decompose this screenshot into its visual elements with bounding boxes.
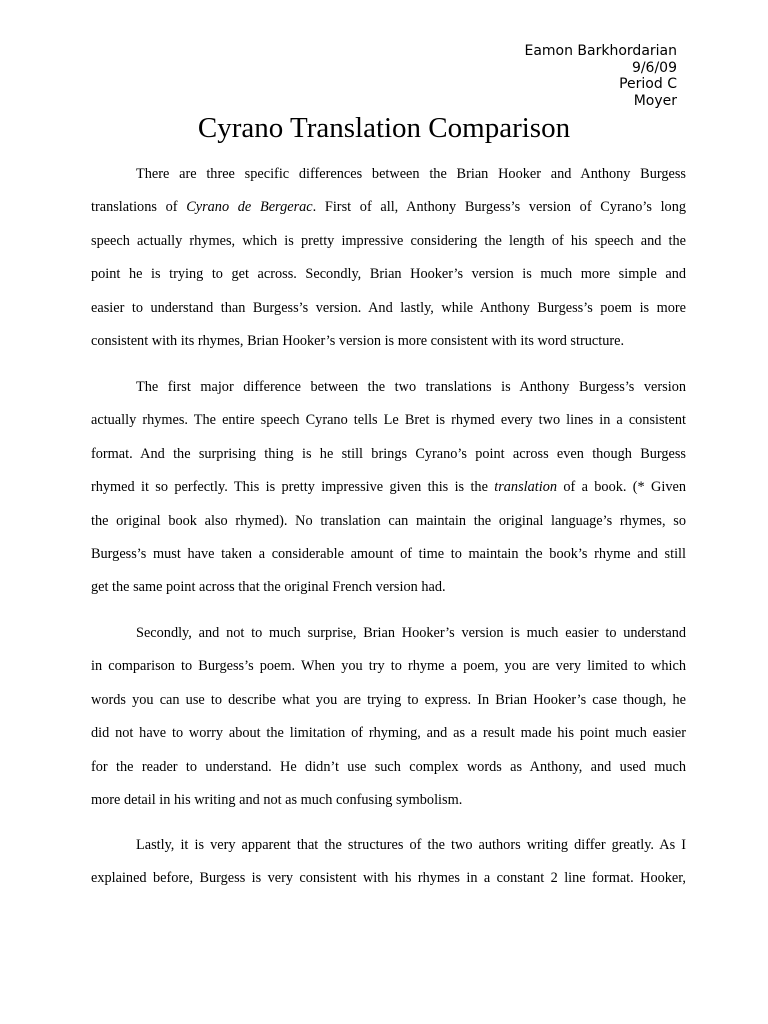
paragraph-line: actually rhymes. The entire speech Cyrano tells Le Bret is rhymed every two lines in a consistent bbox=[91, 412, 686, 429]
header-block bbox=[524, 43, 677, 109]
paragraph-line: in comparison to Burgess’s poem. When you try to rhyme a poem, you are very limited to which bbox=[91, 658, 686, 675]
paragraph-line: for the reader to understand. He didn’t use such complex words as Anthony, and used much bbox=[91, 758, 686, 775]
paragraph-line: easier to understand than Burgess’s version. And lastly, while Anthony Burgess’s poem is more bbox=[91, 299, 686, 316]
author-name: Eamon Barkhordarian bbox=[524, 43, 677, 59]
paragraph-line: more detail in his writing and not as much confusing symbolism. bbox=[91, 792, 463, 809]
paragraph-line: Secondly, and not to much surprise, Brian Hooker’s version is much easier to understand bbox=[136, 625, 686, 641]
teacher-name: Moyer bbox=[633, 92, 677, 109]
paragraph-line: speech actually rhymes, which is pretty impressive considering the length of his speech and the bbox=[91, 232, 686, 249]
text-run: rhymed it so perfectly. This is pretty impressive given this is the bbox=[91, 479, 495, 496]
paragraph-line bbox=[91, 471, 686, 504]
paragraph-line: get the same point across that the original French version had. bbox=[91, 579, 446, 596]
paragraph-line bbox=[91, 191, 686, 224]
text-run: translations of bbox=[91, 199, 187, 216]
paragraph-line: point he is trying to get across. Secondly, Brian Hooker’s version is much more simple and bbox=[91, 266, 686, 283]
book-title: Cyrano de Bergerac bbox=[186, 199, 313, 216]
paragraph-1 bbox=[91, 158, 686, 358]
paragraph-line: Lastly, it is very apparent that the structures of the two authors writing differ greatly. As I bbox=[136, 837, 686, 853]
paragraph-3 bbox=[91, 617, 686, 817]
paragraph-line: There are three specific differences between the Brian Hooker and Anthony Burgess bbox=[136, 166, 686, 182]
paragraph-line: Burgess’s must have taken a considerable amount of time to maintain the book’s rhyme and still bbox=[91, 546, 686, 563]
paragraph-4 bbox=[91, 829, 686, 896]
paragraph-line: explained before, Burgess is very consistent with his rhymes in a constant 2 line format. Hooker, bbox=[91, 870, 686, 887]
document-title: Cyrano Translation Comparison bbox=[197, 112, 571, 144]
paragraph-line: words you can use to describe what you are trying to express. In Brian Hooker’s case though, he bbox=[91, 691, 686, 708]
paragraph-line: did not have to worry about the limitation of rhyming, and as a result made his point much easier bbox=[91, 725, 686, 742]
text-run: . First of all, Anthony Burgess’s version of Cyrano’s long bbox=[312, 199, 686, 216]
paragraph-line: The first major difference between the two translations is Anthony Burgess’s version bbox=[136, 379, 686, 395]
paragraph-2 bbox=[91, 371, 686, 605]
paragraph-line: format. And the surprising thing is he still brings Cyrano’s point across even though Burgess bbox=[91, 445, 686, 462]
class-period: Period C bbox=[619, 76, 677, 92]
text-run: of a book. (* Given bbox=[557, 479, 686, 496]
paragraph-line: consistent with its rhymes, Brian Hooker’s version is more consistent with its word structure. bbox=[91, 333, 625, 350]
paragraph-line: the original book also rhymed). No translation can maintain the original language’s rhymes, so bbox=[91, 512, 686, 529]
date: 9/6/09 bbox=[631, 59, 677, 76]
emphasis-word: translation bbox=[494, 479, 558, 496]
